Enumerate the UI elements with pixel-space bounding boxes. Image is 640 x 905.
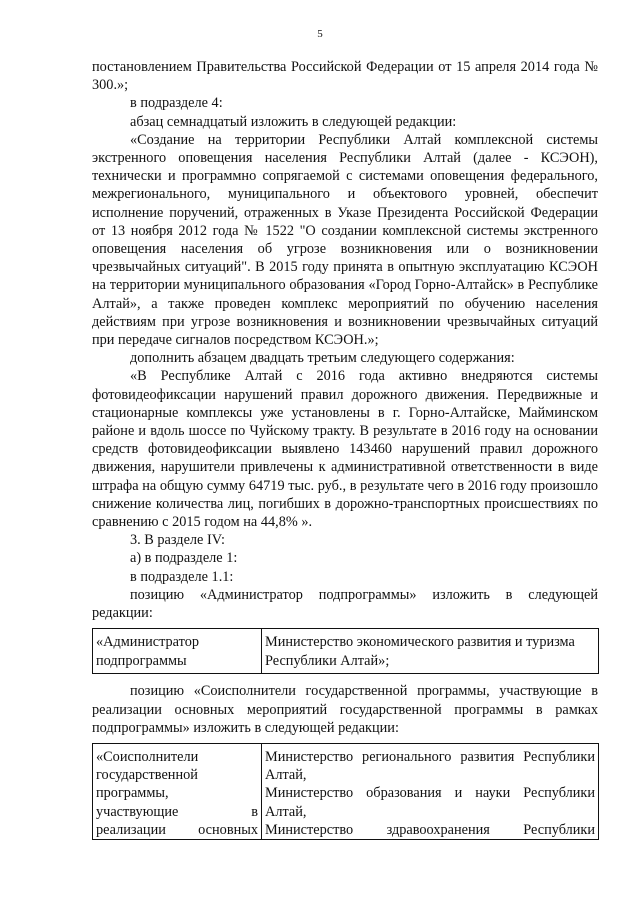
paragraph: абзац семнадцатый изложить в следующей редакции: bbox=[130, 113, 457, 130]
cell-line: Министерство образования и науки Республики bbox=[265, 785, 595, 802]
table-cell-label: «Администратор подпрограммы bbox=[93, 629, 262, 674]
cell-line: участвующие в bbox=[96, 803, 258, 820]
paragraph: «Создание на территории Республики Алтай комплексной системы экстренного оповещения населения Республики Алтай (далее - КСЭОН), технически и программно сопрягаемой с системами оповещения федерального, межрегионального, муниципального и объектового уровней, обеспечит исполнение поручений, отраженных в Указе Президента Российской Федерации от 13 ноября 2012 года № 1522 "О создании комплексной системы экстренного оповещения населения об угрозе возникновения или о возникновении чрезвычайных ситуаций". В 2015 году принята в опытную эксплуатацию КСЭОН на территории муниципального образования «Город Горно-Алтайск» в Республике Алтай», а также проведен комплекс мероприятий по обучению населения действиям при угрозе возникновения и возникновении чрезвычайных ситуаций при передаче сигналов посредством КСЭОН.»; bbox=[92, 131, 598, 349]
table-row bbox=[93, 629, 599, 674]
table-row bbox=[93, 743, 599, 839]
paragraph: в подразделе 4: bbox=[130, 95, 223, 112]
cell-line: «Соисполнители bbox=[96, 748, 199, 765]
cell-line: Алтай, bbox=[265, 767, 307, 784]
table-cell-value bbox=[262, 743, 599, 839]
page-number: 5 bbox=[317, 28, 323, 40]
paragraph: постановлением Правительства Российской Федерации от 15 апреля 2014 года № 300.»; bbox=[92, 59, 598, 94]
paragraph: позицию «Соисполнители государственной программы, участвующие в реализации основных мероприятий государственной программы в рамках подпрограммы» изложить в следующей редакции: bbox=[92, 683, 598, 736]
paragraph: «В Республике Алтай с 2016 года активно внедряются системы фотовидеофиксации нарушений правил дорожного движения. Передвижные и стационарные комплексы уже установлены в г. Горно-Алтайске, Майминском районе и вдоль шоссе по Чуйскому тракту. В результате в 2016 году на основании средств фотовидеофиксации выявлено 143460 нарушений правил дорожного движения, нарушители привлечены к административной ответственности в виде штрафа на общую сумму 64719 тыс. руб., в результате чего в 2016 году произошло снижение количества лиц, погибших в дорожно-транспортных происшествиях по сравнению с 2015 годом на 44,8% ». bbox=[92, 368, 598, 531]
paragraph: 3. В разделе IV: bbox=[130, 532, 225, 549]
paragraph: в подразделе 1.1: bbox=[130, 568, 234, 585]
paragraph: позицию «Администратор подпрограммы» изложить в следующей редакции: bbox=[92, 586, 598, 622]
cell-line: Министерство здравоохранения Республики bbox=[265, 821, 595, 838]
cell-line: государственной bbox=[96, 767, 198, 784]
paragraph: а) в подразделе 1: bbox=[130, 550, 238, 567]
document-body bbox=[92, 58, 598, 840]
paragraph: дополнить абзацем двадцать третьим следующего содержания: bbox=[130, 350, 515, 367]
co-executors-table bbox=[92, 743, 599, 840]
table-cell-value: Министерство экономического развития и туризма Республики Алтай»; bbox=[262, 629, 599, 674]
cell-line: Алтай, bbox=[265, 803, 307, 820]
table-cell-label bbox=[93, 743, 262, 839]
cell-line: реализации основных bbox=[96, 821, 258, 838]
cell-line: Министерство регионального развития Республики bbox=[265, 748, 595, 765]
cell-line: программы, bbox=[96, 785, 169, 802]
administrator-table bbox=[92, 628, 599, 674]
